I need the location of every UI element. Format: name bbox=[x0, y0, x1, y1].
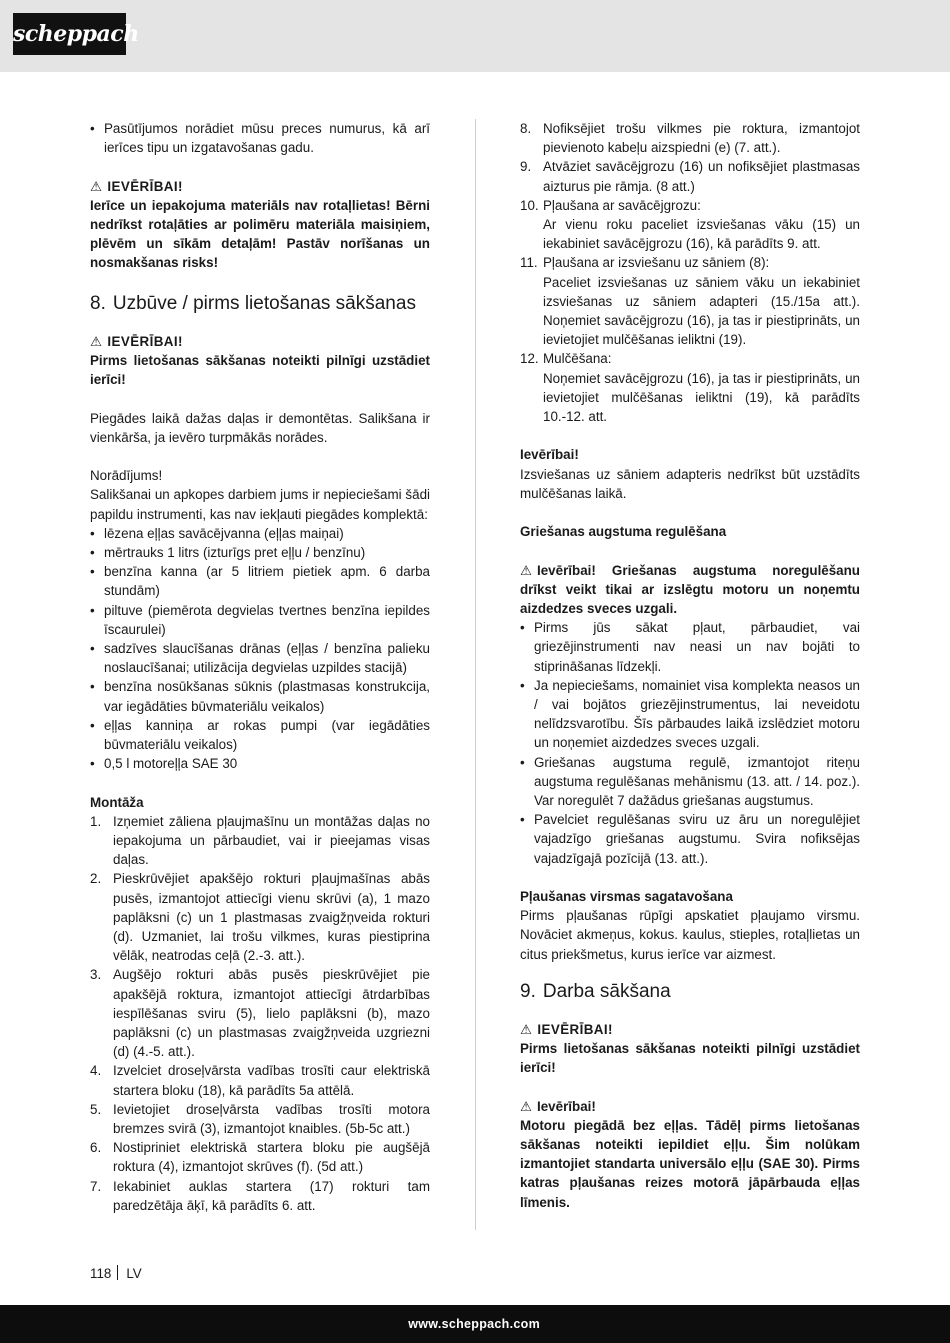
list-item: • mērtrauks 1 litrs (izturīgs pret eļļu / benzīnu) bbox=[90, 543, 430, 562]
list-item: 3. Augšējo rokturi abās pusēs pieskrūvējiet pie apakšējā roktura, izmantojot attiecīgi ātrdarbības iespīlēšanas sviru (5), lielo paplāksni (b), mazo paplāksni (c) un plastmasas zvaigžņveida uzgriezni (d) (4.-5. att.). bbox=[90, 967, 430, 1060]
warning-assemble bbox=[90, 332, 430, 390]
note-title: Ievērībai! bbox=[520, 447, 579, 463]
warning-oil bbox=[520, 1097, 860, 1212]
column-divider bbox=[475, 119, 476, 1230]
list-item: • eļļas kanniņa ar rokas pumpi (var iegādāties būvmateriālu veikalos) bbox=[90, 716, 430, 754]
warning-packaging bbox=[90, 177, 430, 273]
list-item: • Ja nepieciešams, nomainiet visa komplekta neasos un / vai bojātos griezējinstrumentus, lai neveidotu nelīdzsvarotību. Šīs pārbaudes laikā izslēdziet motoru un noņemiet aizdedzes sveces uzgali. bbox=[520, 676, 860, 753]
mowing-surface-section bbox=[520, 887, 860, 964]
list-item: • Pavelciet regulēšanas sviru uz āru un noregulējiet vajadzīgo griešanas augstumu. Svira nofiksējas vajadzīgajā pozīcijā (13. att.). bbox=[520, 810, 860, 868]
list-item: • lēzena eļļas savācējvanna (eļļas maiņai) bbox=[90, 524, 430, 543]
list-item: • piltuve (piemērota degvielas tvertnes benzīna iepildes īscaurulei) bbox=[90, 601, 430, 639]
list-item: • benzīna kanna (ar 5 litriem pietiek apm. 6 darba stundām) bbox=[90, 562, 430, 600]
cutting-height-title: Griešanas augstuma regulēšana bbox=[520, 524, 727, 540]
list-item: 8. Nofiksējiet trošu vilkmes pie roktura, izmantojot pievienoto kabeļu aizspiedni (e) (7. att.). bbox=[520, 121, 860, 156]
list-item: 10. Pļaušana ar savācējgrozu: Ar vienu roku paceliet izsviešanas vāku (15) un iekabiniet savācējgrozu (16), kā parādīts 9. att. bbox=[520, 197, 860, 252]
tools-note bbox=[90, 466, 430, 773]
warning-triangle-icon: ⚠ bbox=[90, 333, 103, 349]
note-text: Izsviešanas uz sāniem adapteris nedrīkst būt uzstādīts mulčēšanas laikā. bbox=[520, 466, 860, 501]
assembly-title: Montāža bbox=[90, 794, 144, 810]
warning-title: ⚠ IEVĒRĪBAI! bbox=[90, 177, 430, 196]
intro-bullet: • Pasūtījumos norādiet mūsu preces numurus, kā arī ierīces tipu un izgatavošanas gadu. bbox=[90, 119, 430, 157]
warning-triangle-icon: ⚠ bbox=[90, 178, 103, 194]
list-item: 4. Izvelciet droseļvārsta vadības trosīti caur elektriskā startera bloku (18), kā parādīts 5a attēlā. bbox=[90, 1063, 430, 1098]
brand-logo: scheppach bbox=[13, 13, 126, 55]
adapter-note bbox=[520, 445, 860, 503]
left-column bbox=[90, 119, 430, 1215]
mowing-surface-text: Pirms pļaušanas rūpīgi apskatiet pļaujamo virsmu. Novāciet akmeņus, kokus. kaulus, stieples, rotaļlietas un citus priekšmetus, kurus ierīce var aizmest. bbox=[520, 908, 860, 962]
cutting-height-list bbox=[520, 618, 860, 868]
list-item: 2. Pieskrūvējiet apakšējo rokturi pļaujmašīnas abās pusēs, izmantojot attiecīgi vienu skrūvi (a), 1 mazo paplāksni (c) un 1 plastmasas zvaigžņveida rokturi (d). Uzmaniet, lai trošu vilkmes, kuras piestiprina vēlāk, neatrodas ceļā (2.-3. att.). bbox=[90, 871, 430, 964]
note-title: Norādījums! bbox=[90, 468, 163, 484]
section-9-heading: 9. Darba sākšana bbox=[520, 980, 671, 1002]
warning-text: Ierīce un iepakojuma materiāls nav rotaļlietas! Bērni nedrīkst rotaļāties ar polimēru materiāla maisiņiem, plēvēm un sīkām detaļām! Pastāv norīšanas un nosmakšanas risks! bbox=[90, 197, 430, 271]
list-item: 6. Nostipriniet elektriskā startera bloku pie augšējā roktura (4), izmantojot skrūves (f). (5d att.) bbox=[90, 1140, 430, 1175]
warning-title: ⚠ Ievērībai! bbox=[520, 1097, 860, 1116]
list-item: • benzīna nosūkšanas sūknis (plastmasas konstrukcija, var iegādāties būvmateriālu veikalos) bbox=[90, 677, 430, 715]
intro-list bbox=[90, 119, 430, 157]
list-item: • sadzīves slaucīšanas drānas (eļļas / benzīna palieku noslaucīšanai; utilizācija degvielas uzpildes stacijā) bbox=[90, 639, 430, 677]
cutting-height-warning: ⚠ Ievērībai! Griešanas augstuma noregulēšanu drīkst veikt tikai ar izslēgtu motoru un noņemtu aizdedzes sveces uzgali. bbox=[520, 562, 860, 617]
note-text: Salikšanai un apkopes darbiem jums ir nepieciešami šādi papildu instrumenti, kas nav iekļauti piegādes komplektā: bbox=[90, 487, 430, 522]
warning-triangle-icon: ⚠ bbox=[520, 1098, 533, 1114]
list-item: 7. Iekabiniet auklas startera (17) rokturi tam paredzētāja āķī, kā parādīts 6. att. bbox=[90, 1178, 430, 1213]
warning-title: ⚠ IEVĒRĪBAI! bbox=[90, 332, 430, 351]
section-8-heading: 8. Uzbūve / pirms lietošanas sākšanas bbox=[90, 292, 416, 314]
delivery-paragraph: Piegādes laikā dažas daļas ir demontētas. Salikšana ir vienkārša, ja ievēro turpmākās norādes. bbox=[90, 410, 430, 445]
page-number: 118 LV bbox=[90, 1266, 142, 1281]
footer-bar bbox=[0, 1305, 950, 1343]
cutting-height-section bbox=[520, 561, 860, 868]
warning-triangle-icon: ⚠ bbox=[520, 562, 533, 578]
list-item: 9. Atvāziet savācējgrozu (16) un nofiksējiet plastmasas aizturus pie rāmja. (8 att.) bbox=[520, 159, 860, 194]
list-item: 12. Mulčēšana: Noņemiet savācējgrozu (16), ja tas ir piestiprināts, un ievietojiet mulčēšanas ieliktni (19), kā parādīts 10.-12. att. bbox=[520, 351, 860, 425]
warning-text: Motoru piegādā bez eļļas. Tādēļ pirms lietošanas sākšanas noteikti iepildiet eļļu. Šim nolūkam izmantojiet standarta universālo eļļu (SAE 30). Pirms katras pļaušanas reizes motorā jāpārbauda eļļas līmenis. bbox=[520, 1117, 860, 1210]
list-item: • Griešanas augstuma regulē, izmantojot riteņu augstuma regulēšanas mehānismu (13. att. / 14. poz.). Var noregulēt 7 dažādus griešanas augstumus. bbox=[520, 753, 860, 811]
warning-triangle-icon: ⚠ bbox=[520, 1021, 533, 1037]
right-column bbox=[520, 119, 860, 1212]
warning-assemble-2 bbox=[520, 1020, 860, 1078]
assembly-steps bbox=[90, 812, 430, 1215]
list-item: 5. Ievietojiet droseļvārsta vadības trosīti motora bremzes svirā (3), izmantojot knaibles. (5b-5c att.) bbox=[90, 1101, 430, 1137]
mowing-surface-title: Pļaušanas virsmas sagatavošana bbox=[520, 889, 733, 905]
list-item: 11. Pļaušana ar izsviešanu uz sāniem (8): Paceliet izsviešanas uz sāniem vāku un iekabiniet izsviešanas uz sāniem adapteri (15./15a att.). Noņemiet savācējgrozu (16), ja tas ir piestiprināts, un ievietojiet mulčēšanas ieliktni (19). bbox=[520, 255, 860, 348]
header-bar bbox=[0, 0, 950, 72]
assembly-section bbox=[90, 793, 430, 1215]
website-link[interactable]: www.scheppach.com bbox=[408, 1317, 540, 1331]
assembly-steps-continued bbox=[520, 119, 860, 426]
warning-text: Pirms lietošanas sākšanas noteikti pilnīgi uzstādiet ierīci! bbox=[90, 353, 430, 388]
list-item: • 0,5 l motoreļļa SAE 30 bbox=[90, 754, 430, 773]
list-item: • Pirms jūs sākat pļaut, pārbaudiet, vai griezējinstrumenti nav neasi un nav bojāti to stiprināšanas līdzekļi. bbox=[520, 618, 860, 676]
list-item: 1. Izņemiet zāliena pļaujmašīnu un montāžas daļas no iepakojuma un pārbaudiet, vai ir pieejamas visas daļas. bbox=[90, 813, 430, 868]
tools-list bbox=[90, 524, 430, 774]
warning-text: Pirms lietošanas sākšanas noteikti pilnīgi uzstādiet ierīci! bbox=[520, 1041, 860, 1076]
warning-title: ⚠ IEVĒRĪBAI! bbox=[520, 1020, 860, 1039]
